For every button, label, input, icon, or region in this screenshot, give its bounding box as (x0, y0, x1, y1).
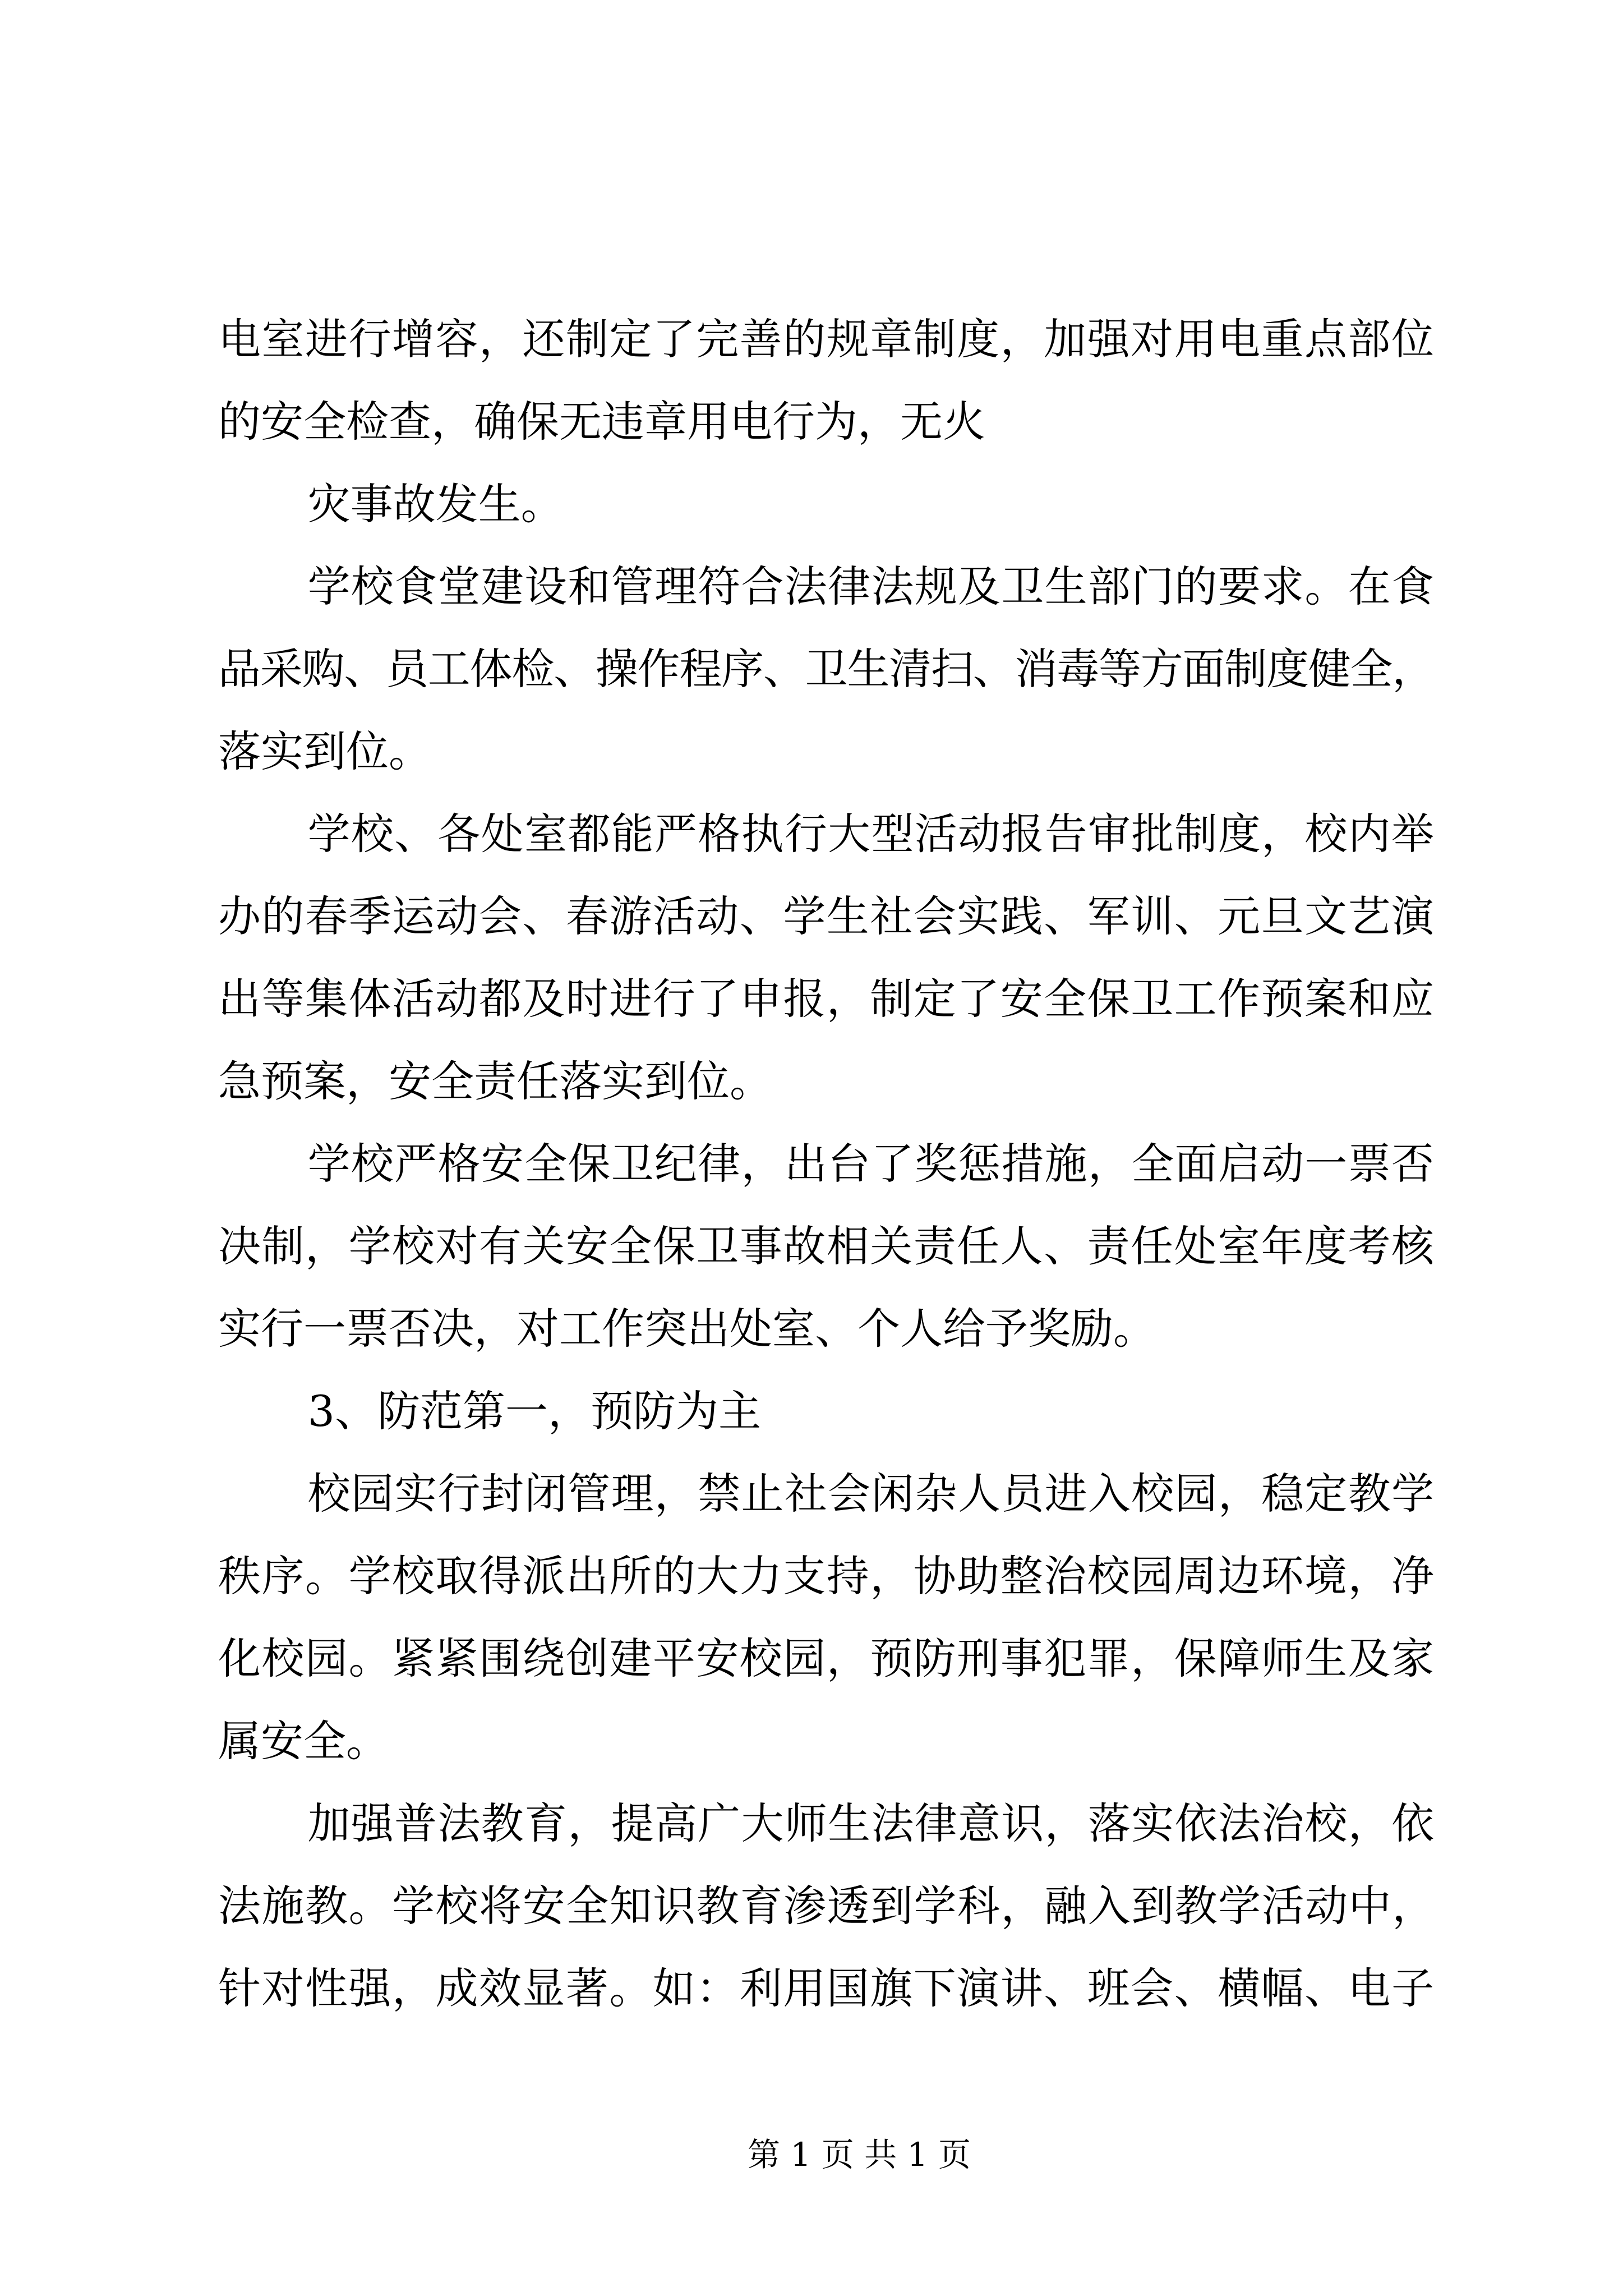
text-line: 电室进行增容，还制定了完善的规章制度，加强对用电重点部位 (218, 314, 1434, 364)
paragraph (218, 1452, 1434, 1782)
text-line: 急预案，安全责任落实到位。 (218, 1056, 772, 1106)
text-line: 化校园。紧紧围绕创建平安校园，预防刑事犯罪，保障师生及家 (218, 1634, 1434, 1683)
text-line: 法施教。学校将安全知识教育渗透到学科，融入到教学活动中， (218, 1881, 1434, 1931)
paragraph (218, 545, 1434, 793)
page-number-footer: 第 1 页 共 1 页 (748, 2136, 971, 2174)
text-line: 的安全检查，确保无违章用电行为，无火 (218, 397, 985, 447)
paragraph (218, 463, 1434, 545)
text-line: 学校食堂建设和管理符合法律法规及卫生部门的要求。在食 (307, 562, 1434, 611)
text-line: 办的春季运动会、春游活动、学生社会实践、军训、元旦文艺演 (218, 891, 1434, 941)
text-line: 校园实行封闭管理，禁止社会闲杂人员进入校园，稳定教学 (307, 1469, 1434, 1519)
document-body (218, 298, 1434, 2030)
paragraph (218, 793, 1434, 1122)
text-line: 加强普法教育，提高广大师生法律意识，落实依法治校，依 (307, 1798, 1434, 1848)
text-line: 针对性强，成效显著。如：利用国旗下演讲、班会、横幅、电子 (218, 1963, 1434, 2013)
paragraph (218, 1782, 1434, 2030)
text-line: 品采购、员工体检、操作程序、卫生清扫、消毒等方面制度健全， (218, 644, 1434, 694)
section-heading (218, 1370, 1434, 1452)
text-line: 属安全。 (218, 1716, 389, 1766)
text-line: 学校、各处室都能严格执行大型活动报告审批制度，校内举 (307, 809, 1434, 859)
text-line: 决制，学校对有关安全保卫事故相关责任人、责任处室年度考核 (218, 1221, 1434, 1271)
text-line: 出等集体活动都及时进行了申报，制定了安全保卫工作预案和应 (218, 974, 1434, 1024)
text-line: 灾事故发生。 (307, 479, 564, 529)
text-line: 秩序。学校取得派出所的大力支持，协助整治校园周边环境，净 (218, 1551, 1434, 1601)
text-line: 落实到位。 (218, 726, 431, 776)
text-line: 学校严格安全保卫纪律，出台了奖惩措施，全面启动一票否 (307, 1139, 1434, 1189)
text-line: 3、防范第一，预防为主 (307, 1386, 761, 1436)
paragraph (218, 1122, 1434, 1370)
text-line: 实行一票否决，对工作突出处室、个人给予奖励。 (218, 1304, 1156, 1354)
paragraph (218, 298, 1434, 463)
